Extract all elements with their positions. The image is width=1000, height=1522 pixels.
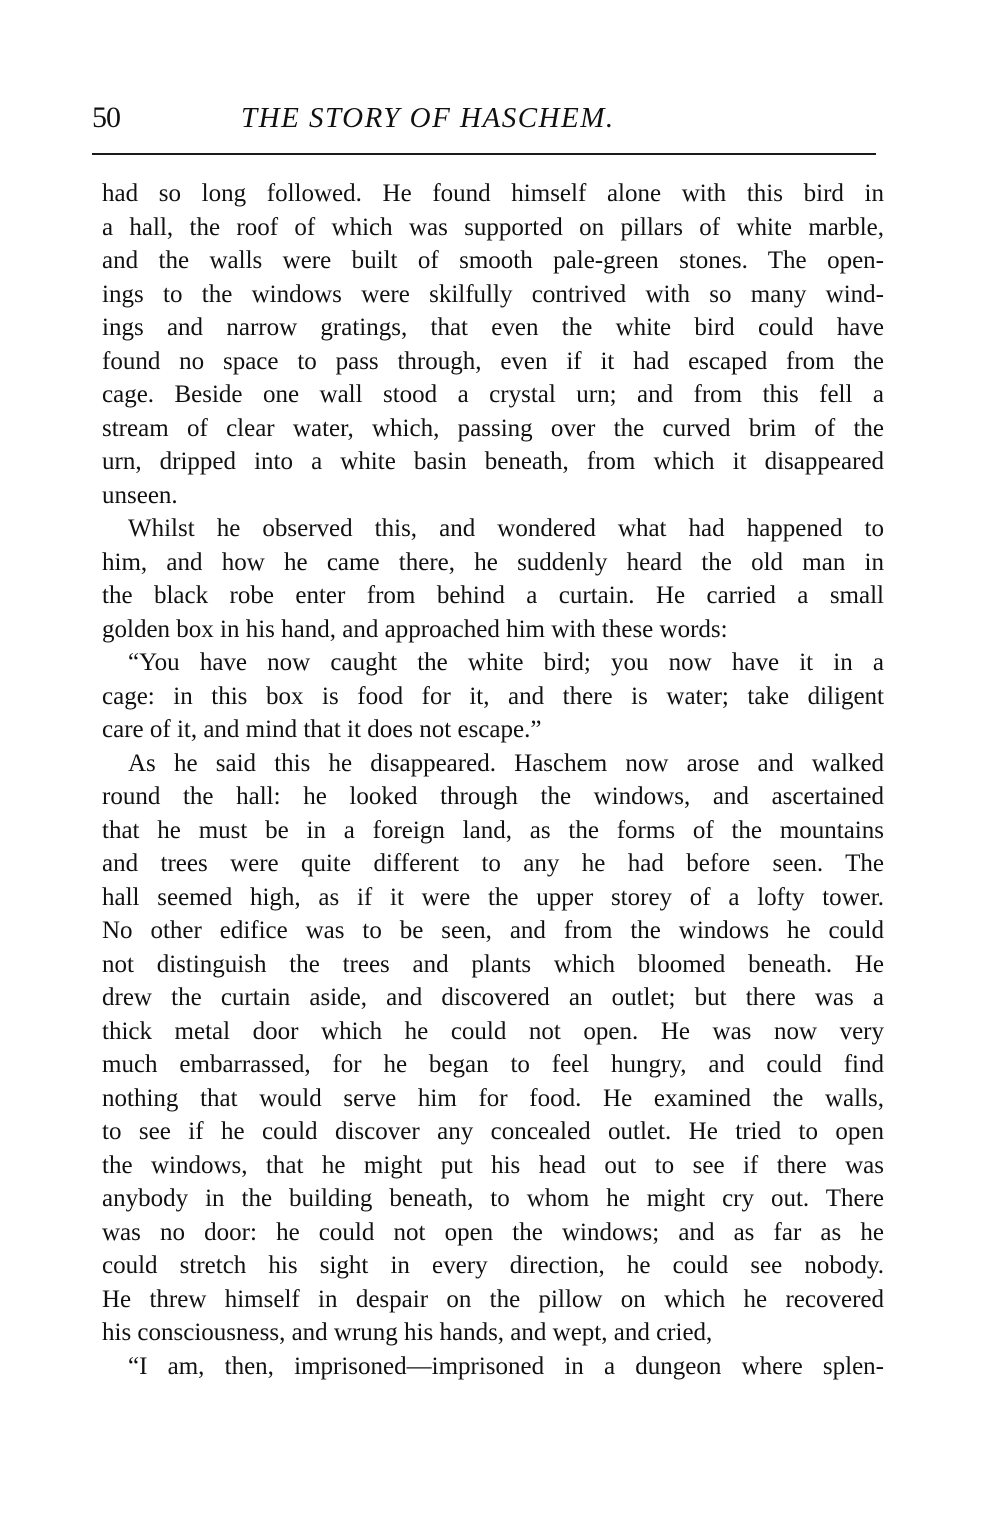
text-line: to see if he could discover any concealed outlet. He tried to open (102, 1118, 884, 1145)
header-rule (92, 153, 876, 155)
text-line: round the hall: he looked through the windows, and ascertained (102, 783, 884, 810)
text-line: unseen. (102, 481, 178, 509)
text-line: thick metal door which he could not open. He was now very (102, 1017, 884, 1045)
text-line: anybody in the building beneath, to whom he might cry out. There (102, 1185, 884, 1212)
text-line: that he must be in a foreign land, as the forms of the mountains (102, 816, 884, 844)
paragraph (102, 1350, 884, 1384)
page-header (92, 96, 878, 146)
paragraph (102, 512, 884, 646)
paragraph (102, 747, 884, 1350)
text-line: ings and narrow gratings, that even the white bird could have (102, 314, 884, 341)
text-line: “You have now caught the white bird; you now have it in a (128, 649, 884, 676)
text-line: No other edifice was to be seen, and from the windows he could (102, 917, 884, 944)
text-line: and the walls were built of smooth pale-green stones. The open- (102, 247, 884, 274)
text-line: had so long followed. He found himself alone with this bird in (102, 180, 884, 207)
text-line: As he said this he disappeared. Haschem now arose and walked (128, 749, 884, 777)
text-line: much embarrassed, for he began to feel hungry, and could find (102, 1051, 884, 1078)
text-line: could stretch his sight in every direction, he could see nobody. (102, 1252, 884, 1279)
text-line: not distinguish the trees and plants which bloomed beneath. He (102, 950, 884, 978)
text-line: cage. Beside one wall stood a crystal urn; and from this fell a (102, 381, 884, 408)
text-line: cage: in this box is food for it, and there is water; take diligent (102, 682, 884, 710)
text-line: his consciousness, and wrung his hands, and wept, and cried, (102, 1319, 713, 1346)
text-line: the windows, that he might put his head out to see if there was (102, 1151, 884, 1179)
page-number: 50 (92, 101, 120, 134)
text-line: was no door: he could not open the windows; and as far as he (102, 1218, 884, 1246)
text-line: nothing that would serve him for food. He examined the walls, (102, 1084, 884, 1112)
text-line: golden box in his hand, and approached him with these words: (102, 615, 728, 643)
text-line: care of it, and mind that it does not escape.” (102, 716, 542, 743)
text-line: Whilst he observed this, and wondered what had happened to (128, 515, 884, 542)
text-line: “I am, then, imprisoned—imprisoned in a dungeon where splen- (128, 1352, 884, 1380)
body-text (102, 177, 884, 1383)
text-line: stream of clear water, which, passing over the curved brim of the (102, 414, 884, 442)
paragraph (102, 646, 884, 747)
text-line: and trees were quite different to any he had before seen. The (102, 850, 884, 877)
text-line: found no space to pass through, even if it had escaped from the (102, 347, 884, 375)
text-line: hall seemed high, as if it were the upper storey of a lofty tower. (102, 883, 884, 911)
text-line: drew the curtain aside, and discovered an outlet; but there was a (102, 984, 884, 1011)
running-title: THE STORY OF HASCHEM. (241, 102, 615, 134)
text-line: He threw himself in despair on the pillow on which he recovered (102, 1285, 884, 1313)
text-line: a hall, the roof of which was supported on pillars of white marble, (102, 213, 884, 241)
text-line: urn, dripped into a white basin beneath, from which it disappeared (102, 448, 884, 475)
text-line: the black robe enter from behind a curtain. He carried a small (102, 582, 884, 609)
paragraph (102, 177, 884, 512)
text-line: ings to the windows were skilfully contrived with so many wind- (102, 280, 884, 308)
text-line: him, and how he came there, he suddenly heard the old man in (102, 548, 884, 576)
